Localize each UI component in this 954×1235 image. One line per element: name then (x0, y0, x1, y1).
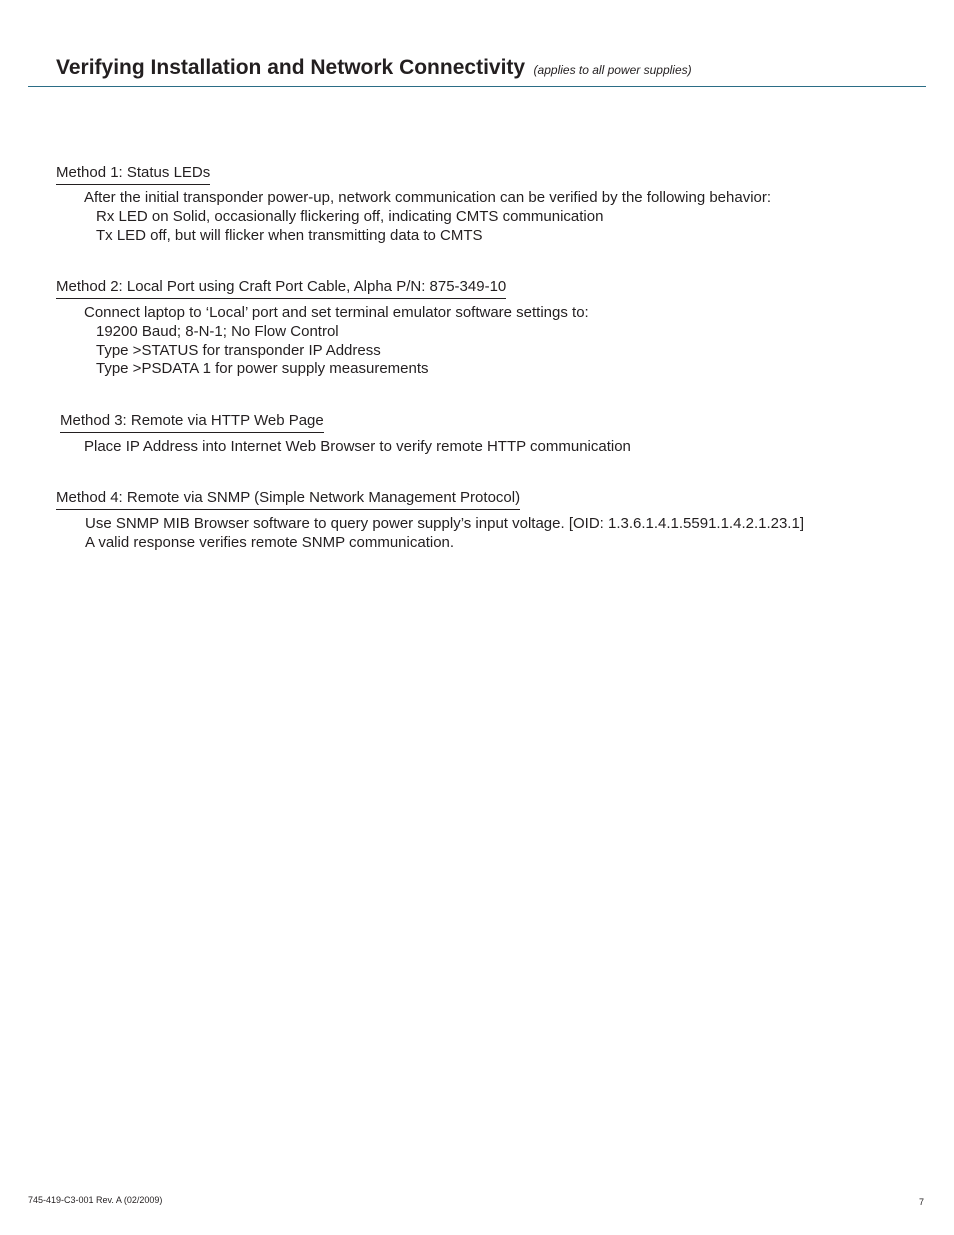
document-number: 745-419-C3-001 Rev. A (02/2009) (28, 1195, 163, 1205)
method-4-line-2: A valid response verifies remote SNMP communication. (85, 534, 455, 551)
method-2-line-1: Connect laptop to ‘Local’ port and set terminal emulator software settings to: (84, 304, 589, 321)
method-1-line-2: Rx LED on Solid, occasionally flickering off, indicating CMTS communication (96, 208, 604, 225)
header-divider (28, 86, 926, 87)
method-2-line-4: Type >PSDATA 1 for power supply measurements (96, 360, 429, 377)
method-1-line-1: After the initial transponder power-up, network communication can be verified by the following behavior: (84, 189, 772, 206)
method-3-heading: Method 3: Remote via HTTP Web Page (60, 411, 324, 433)
method-2-line-2: 19200 Baud; 8-N-1; No Flow Control (96, 323, 339, 340)
method-3-line-1: Place IP Address into Internet Web Browser to verify remote HTTP communication (84, 438, 631, 455)
page-header (56, 56, 692, 80)
method-1-line-3: Tx LED off, but will flicker when transmitting data to CMTS (96, 227, 483, 244)
page-subtitle: (applies to all power supplies) (533, 63, 692, 77)
page-number: 7 (919, 1197, 925, 1207)
page-title: Verifying Installation and Network Connectivity (56, 56, 526, 79)
method-4-heading: Method 4: Remote via SNMP (Simple Network Management Protocol) (56, 488, 520, 510)
method-2-heading: Method 2: Local Port using Craft Port Cable, Alpha P/N: 875-349-10 (56, 277, 506, 299)
method-1-heading: Method 1: Status LEDs (56, 163, 210, 185)
method-2-line-3: Type >STATUS for transponder IP Address (96, 342, 381, 359)
method-4-line-1: Use SNMP MIB Browser software to query power supply’s input voltage. [OID: 1.3.6.1.4.1.5591.1.4.2.1.23.1] (85, 515, 804, 532)
